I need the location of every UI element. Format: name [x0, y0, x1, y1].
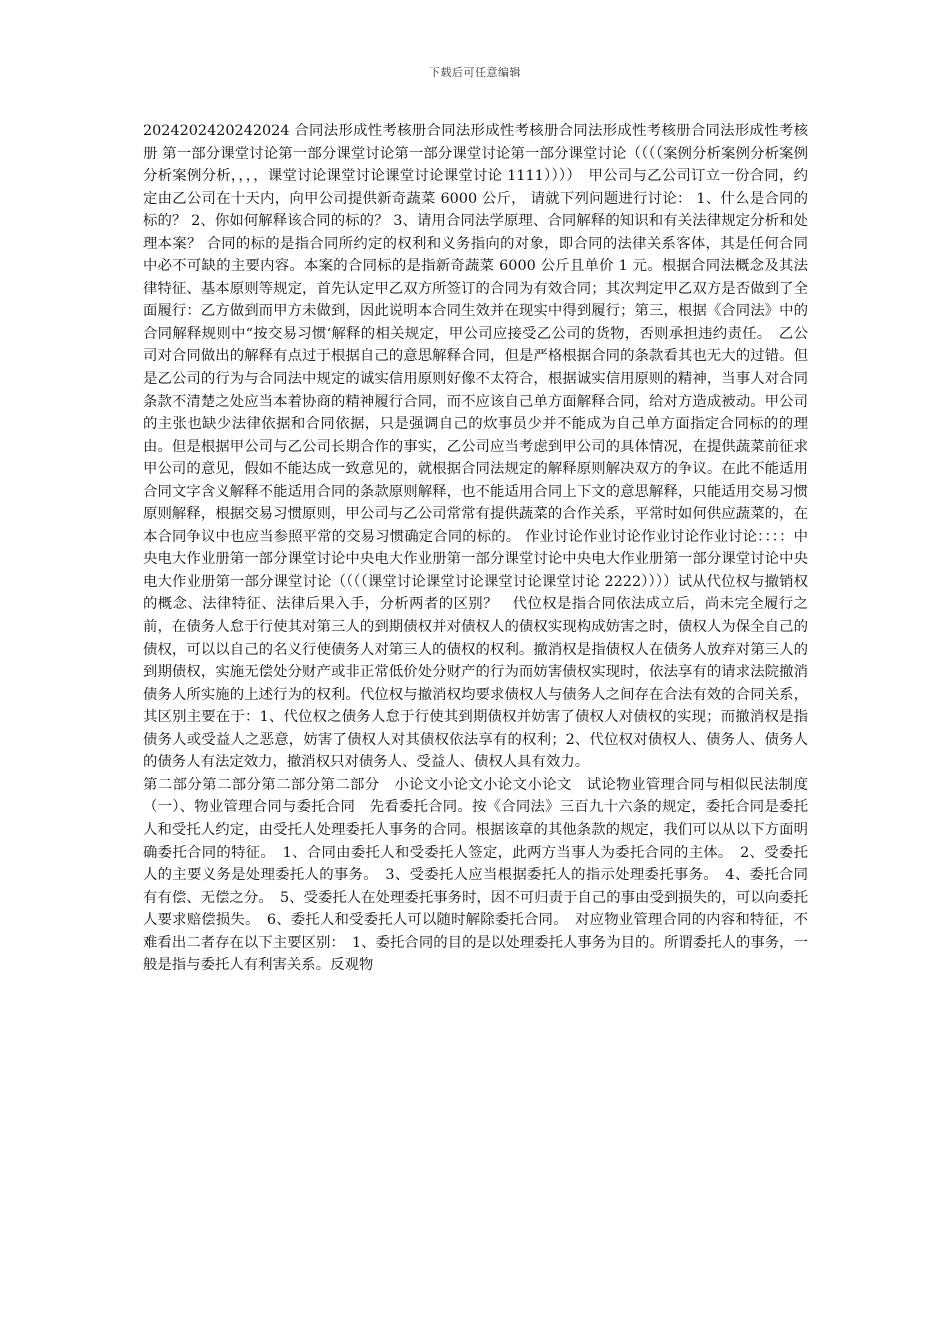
paragraph-part-one: 2024202420242024 合同法形成性考核册合同法形成性考核册合同法形成性考核册合同法形成性考核册 第一部分课堂讨论第一部分课堂讨论第一部分课堂讨论第一部分课堂讨论（（（（案例分析案例分析案例分析案例分析，，，，课堂讨论课堂讨论课堂讨论课堂讨论 1111）））） 甲公司与乙公司订立一份合同，约定由乙公司在十天内，向甲公司提供新奇蔬菜 6000 公斤， 请就下列问题进行讨论： 1、什么是合同的标的？ 2、你如何解释该合同的标的？ 3、请用合同法学原理、合同解释的知识和有关法律规定分析和处理本案？ 合同的标的是指合同所约定的权利和义务指向的对象，即合同的法律关系客体，其是任何合同中必不可缺的主要内容。本案的合同标的是指新奇蔬菜 6000 公斤且单价 1 元。根据合同法概念及其法律特征、基本原则等规定，首先认定甲乙双方所签订的合同为有效合同；其次判定甲乙双方是否做到了全面履行：乙方做到而甲方未做到，因此说明本合同生效并在现实中得到履行；第三，根据《合同法》中的合同解释规则中“按交易习惯‘解释的相关规定，甲公司应接受乙公司的货物，否则承担违约责任。 乙公司对合同做出的解释有点过于根据自己的意思解释合同，但是严格根据合同的条款看其也无大的过错。但是乙公司的行为与合同法中规定的诚实信用原则好像不太符合，根据诚实信用原则的精神，当事人对合同条款不清楚之处应当本着协商的精神履行合同，而不应该自己单方面解释合同，给对方造成被动。甲公司的主张也缺少法律依据和合同依据，只是强调自己的炊事员少并不能成为自己单方面指定合同标的的理由。但是根据甲公司与乙公司长期合作的事实，乙公司应当考虑到甲公司的具体情况，在提供蔬菜前征求甲公司的意见，假如不能达成一致意见的，就根据合同法规定的解释原则解决双方的争议。在此不能适用合同文字含义解释不能适用合同的条款原则解释，也不能适用合同上下文的意思解释，只能适用交易习惯原则解释，根据交易习惯原则，甲公司与乙公司常常有提供蔬菜的合作关系，平常时如何供应蔬菜的，在本合同争议中也应当参照平常的交易习惯确定合同的标的。 作业讨论作业讨论作业讨论作业讨论：：：：中央电大作业册第一部分课堂讨论中央电大作业册第一部分课堂讨论中央电大作业册第一部分课堂讨论中央电大作业册第一部分课堂讨论（（（（课堂讨论课堂讨论课堂讨论课堂讨论 2222））））试从代位权与撤销权的概念、法律特征、法律后果入手，分析两者的区别？ 代位权是指合同依法成立后，尚未完全履行之前，在债务人怠于行使其对第三人的到期债权并对债权人的债权实现构成妨害之时，债权人为保全自己的债权，可以以自己的名义行使债务人对第三人的债权的权利。撤消权是指债权人在债务人放弃对第三人的到期债权，实施无偿处分财产或非正常低价处分财产的行为而妨害债权实现时，依法享有的请求法院撤消债务人所实施的上述行为的权利。代位权与撤消权均要求债权人与债务人之间存在合法有效的合同关系，其区别主要在于：1、代位权之债务人怠于行使其到期债权并妨害了债权人对债权的实现；而撤消权是指债务人或受益人之恶意，妨害了债权人对其债权依法享有的权利；2、代位权对债权人、债务人、债务人的债务人有法定效力，撤消权只对债务人、受益人、债权人具有效力。	[143, 123, 808, 771]
page-header-note: 下载后可任意编辑	[429, 66, 521, 79]
document-body	[143, 120, 823, 977]
paragraph-part-two: 第二部分第二部分第二部分第二部分 小论文小论文小论文小论文 试论物业管理合同与相似民法制度 （一）、物业管理合同与委托合同 先看委托合同。按《合同法》三百九十六条的规定，委托合同是委托人和受托人约定，由受托人处理委托人事务的合同。根据该章的其他条款的规定，我们可以从以下方面明确委托合同的特征。 1、合同由委托人和受委托人签定，此两方当事人为委托合同的主体。 2、受委托人的主要义务是处理委托人的事务。 3、受委托人应当根据委托人的指示处理委托事务。 4、委托合同有有偿、无偿之分。 5、受委托人在处理委托事务时，因不可归责于自己的事由受到损失的，可以向委托人要求赔偿损失。 6、委托人和受委托人可以随时解除委托合同。 对应物业管理合同的内容和特征，不难看出二者存在以下主要区别： 1、委托合同的目的是以处理委托人事务为目的。所谓委托人的事务，一般是指与委托人有利害关系。反观物	[143, 776, 823, 974]
